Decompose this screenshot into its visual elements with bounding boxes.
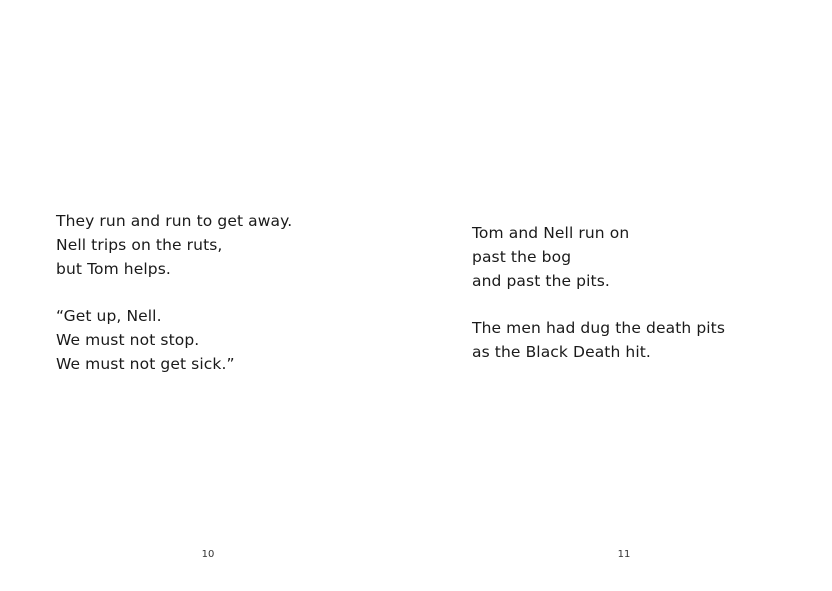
text-line: but Tom helps. — [56, 260, 171, 278]
text-line: Nell trips on the ruts, — [56, 236, 223, 254]
text-line: Tom and Nell run on — [472, 224, 630, 242]
page-number: 10 — [201, 549, 215, 560]
text-line: “Get up, Nell. — [56, 307, 162, 325]
text-line: and past the pits. — [472, 272, 610, 290]
stanza-gap — [472, 293, 725, 316]
right-page-text — [472, 221, 725, 364]
text-line: as the Black Death hit. — [472, 343, 651, 361]
page-number: 11 — [617, 549, 631, 560]
left-page-text — [56, 209, 292, 376]
stanza-gap — [56, 281, 292, 304]
text-line: past the bog — [472, 248, 572, 266]
right-page — [416, 0, 832, 591]
text-line: They run and run to get away. — [56, 212, 293, 230]
text-line: We must not get sick.” — [56, 355, 235, 373]
text-line: We must not stop. — [56, 331, 200, 349]
text-line: The men had dug the death pits — [472, 319, 726, 337]
